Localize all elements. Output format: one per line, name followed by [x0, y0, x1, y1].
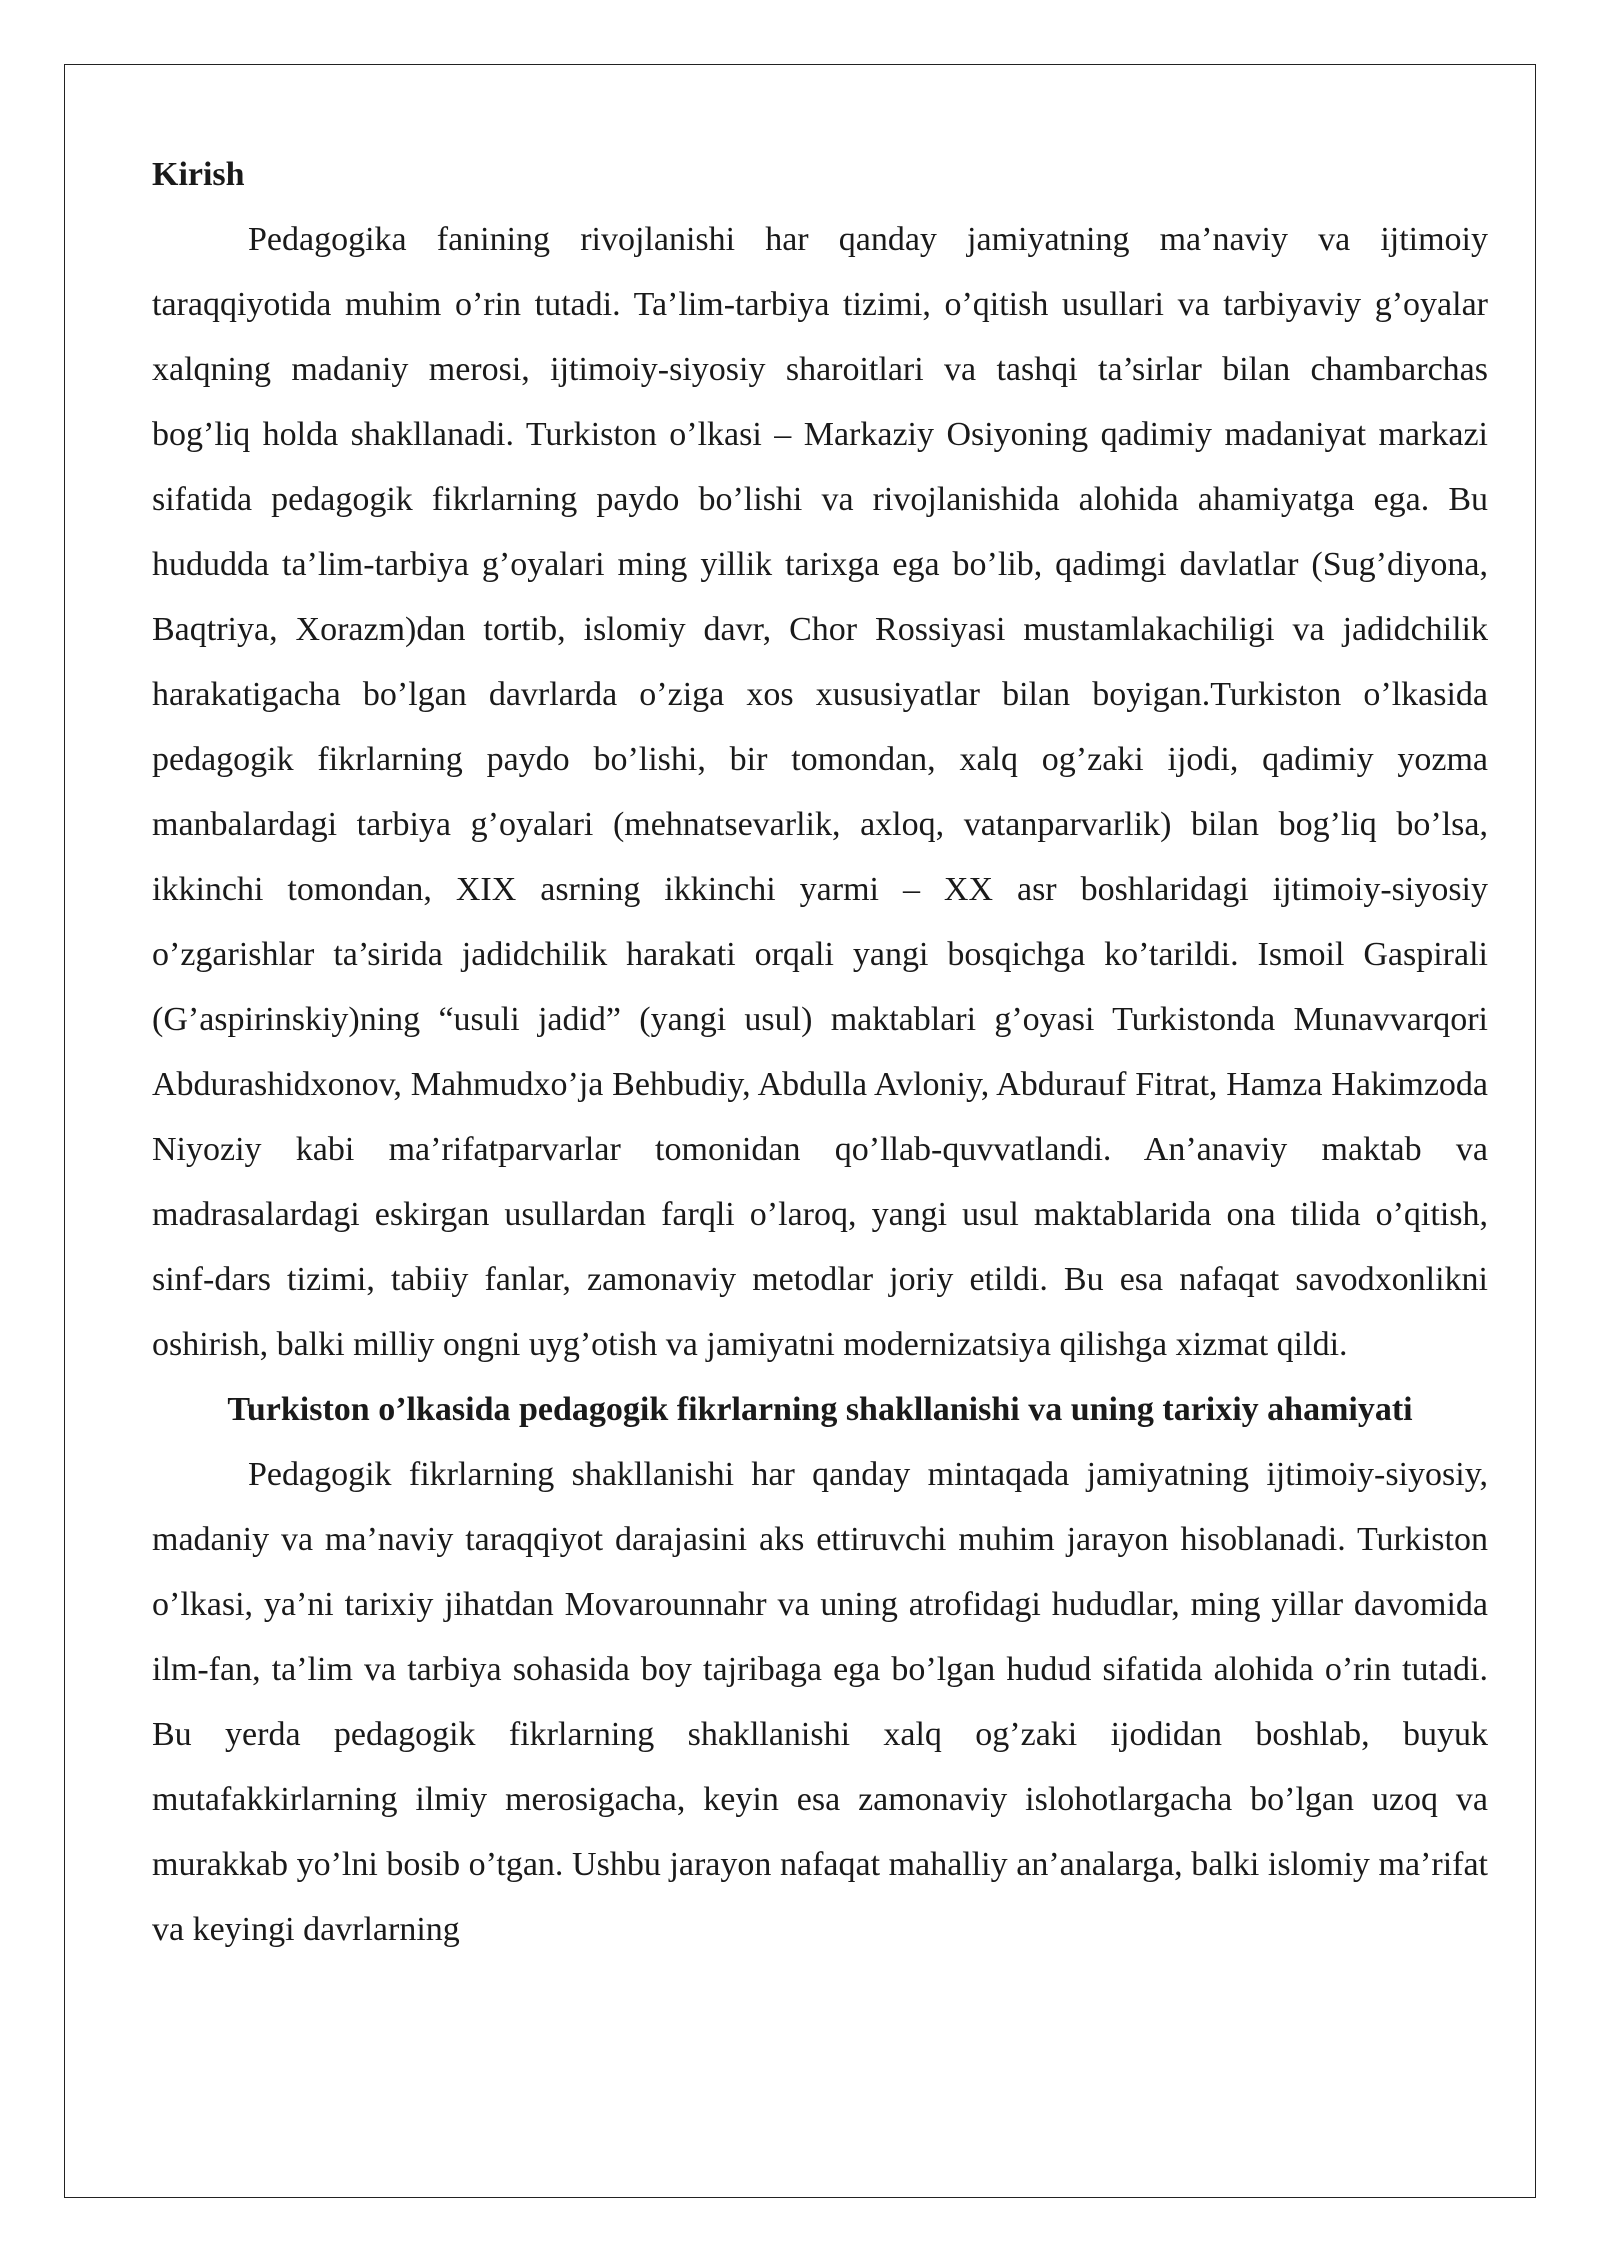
intro-paragraph: Pedagogika fanining rivojlanishi har qanday jamiyatning ma’naviy va ijtimoiy taraqqiyotida muhim o’rin tutadi. Ta’lim-tarbiya tizimi, o’qitish usullari va tarbiyaviy g’oyalar xalqning madaniy merosi, ijtimoiy-siyosiy sharoitlari va tashqi ta’sirlar bilan chambarchas bog’liq holda shakllanadi. Turkiston o’lkasi – Markaziy Osiyoning qadimiy madaniyat markazi sifatida pedagogik fikrlarning paydo bo’lishi va rivojlanishida alohida ahamiyatga ega. Bu hududda ta’lim-tarbiya g’oyalari ming yillik tarixga ega bo’lib, qadimgi davlatlar (Sug’diyona, Baqtriya, Xorazm)dan tortib, islomiy davr, Chor Rossiyasi mustamlakachiligi va jadidchilik harakatigacha bo’lgan davrlarda o’ziga xos xususiyatlar bilan boyigan.Turkiston o’lkasida pedagogik fikrlarning paydo bo’lishi, bir tomondan, xalq og’zaki ijodi, qadimiy yozma manbalardagi tarbiya g’oyalari (mehnatsevarlik, axloq, vatanparvarlik) bilan bog’liq bo’lsa, ikkinchi tomondan, XIX asrning ikkinchi yarmi – XX asr boshlaridagi ijtimoiy-siyosiy o’zgarishlar ta’sirida jadidchilik harakati orqali yangi bosqichga ko’tarildi. Ismoil Gaspirali (G’aspirinskiy)ning “usuli jadid” (yangi usul) maktablari g’oyasi Turkistonda Munavvarqori Abdurashidxonov, Mahmudxo’ja Behbudiy, Abdulla Avloniy, Abdurauf Fitrat, Hamza Hakimzoda Niyoziy kabi ma’rifatparvarlar tomonidan qo’llab-quvvatlandi. An’anaviy maktab va madrasalardagi eskirgan usullardan farqli o’laroq, yangi usul maktablarida ona tilida o’qitish, sinf-dars tizimi, tabiiy fanlar, zamonaviy metodlar joriy etildi. Bu esa nafaqat savodxonlikni oshirish, balki milliy ongni uyg’otish va jamiyatni modernizatsiya qilishga xizmat qildi. [152, 221, 1488, 1363]
section-heading-intro: Kirish [152, 156, 245, 193]
formation-paragraph: Pedagogik fikrlarning shakllanishi har qanday mintaqada jamiyatning ijtimoiy-siyosiy, madaniy va ma’naviy taraqqiyot darajasini aks ettiruvchi muhim jarayon hisoblanadi. Turkiston o’lkasi, ya’ni tarixiy jihatdan Movarounnahr va uning atrofidagi hududlar, ming yillar davomida ilm-fan, ta’lim va tarbiya sohasida boy tajribaga ega bo’lgan hudud sifatida alohida o’rin tutadi. Bu yerda pedagogik fikrlarning shakllanishi xalq og’zaki ijodidan boshlab, buyuk mutafakkirlarning ilmiy merosigacha, keyin esa zamonaviy islohotlargacha bo’lgan uzoq va murakkab yo’lni bosib o’tgan. Ushbu jarayon nafaqat mahalliy an’analarga, balki islomiy ma’rifat va keyingi davrlarning [152, 1456, 1488, 1948]
document-body [152, 142, 1488, 1962]
section-heading-formation: Turkiston o’lkasida pedagogik fikrlarning shakllanishi va uning tarixiy ahamiyati [227, 1391, 1413, 1428]
